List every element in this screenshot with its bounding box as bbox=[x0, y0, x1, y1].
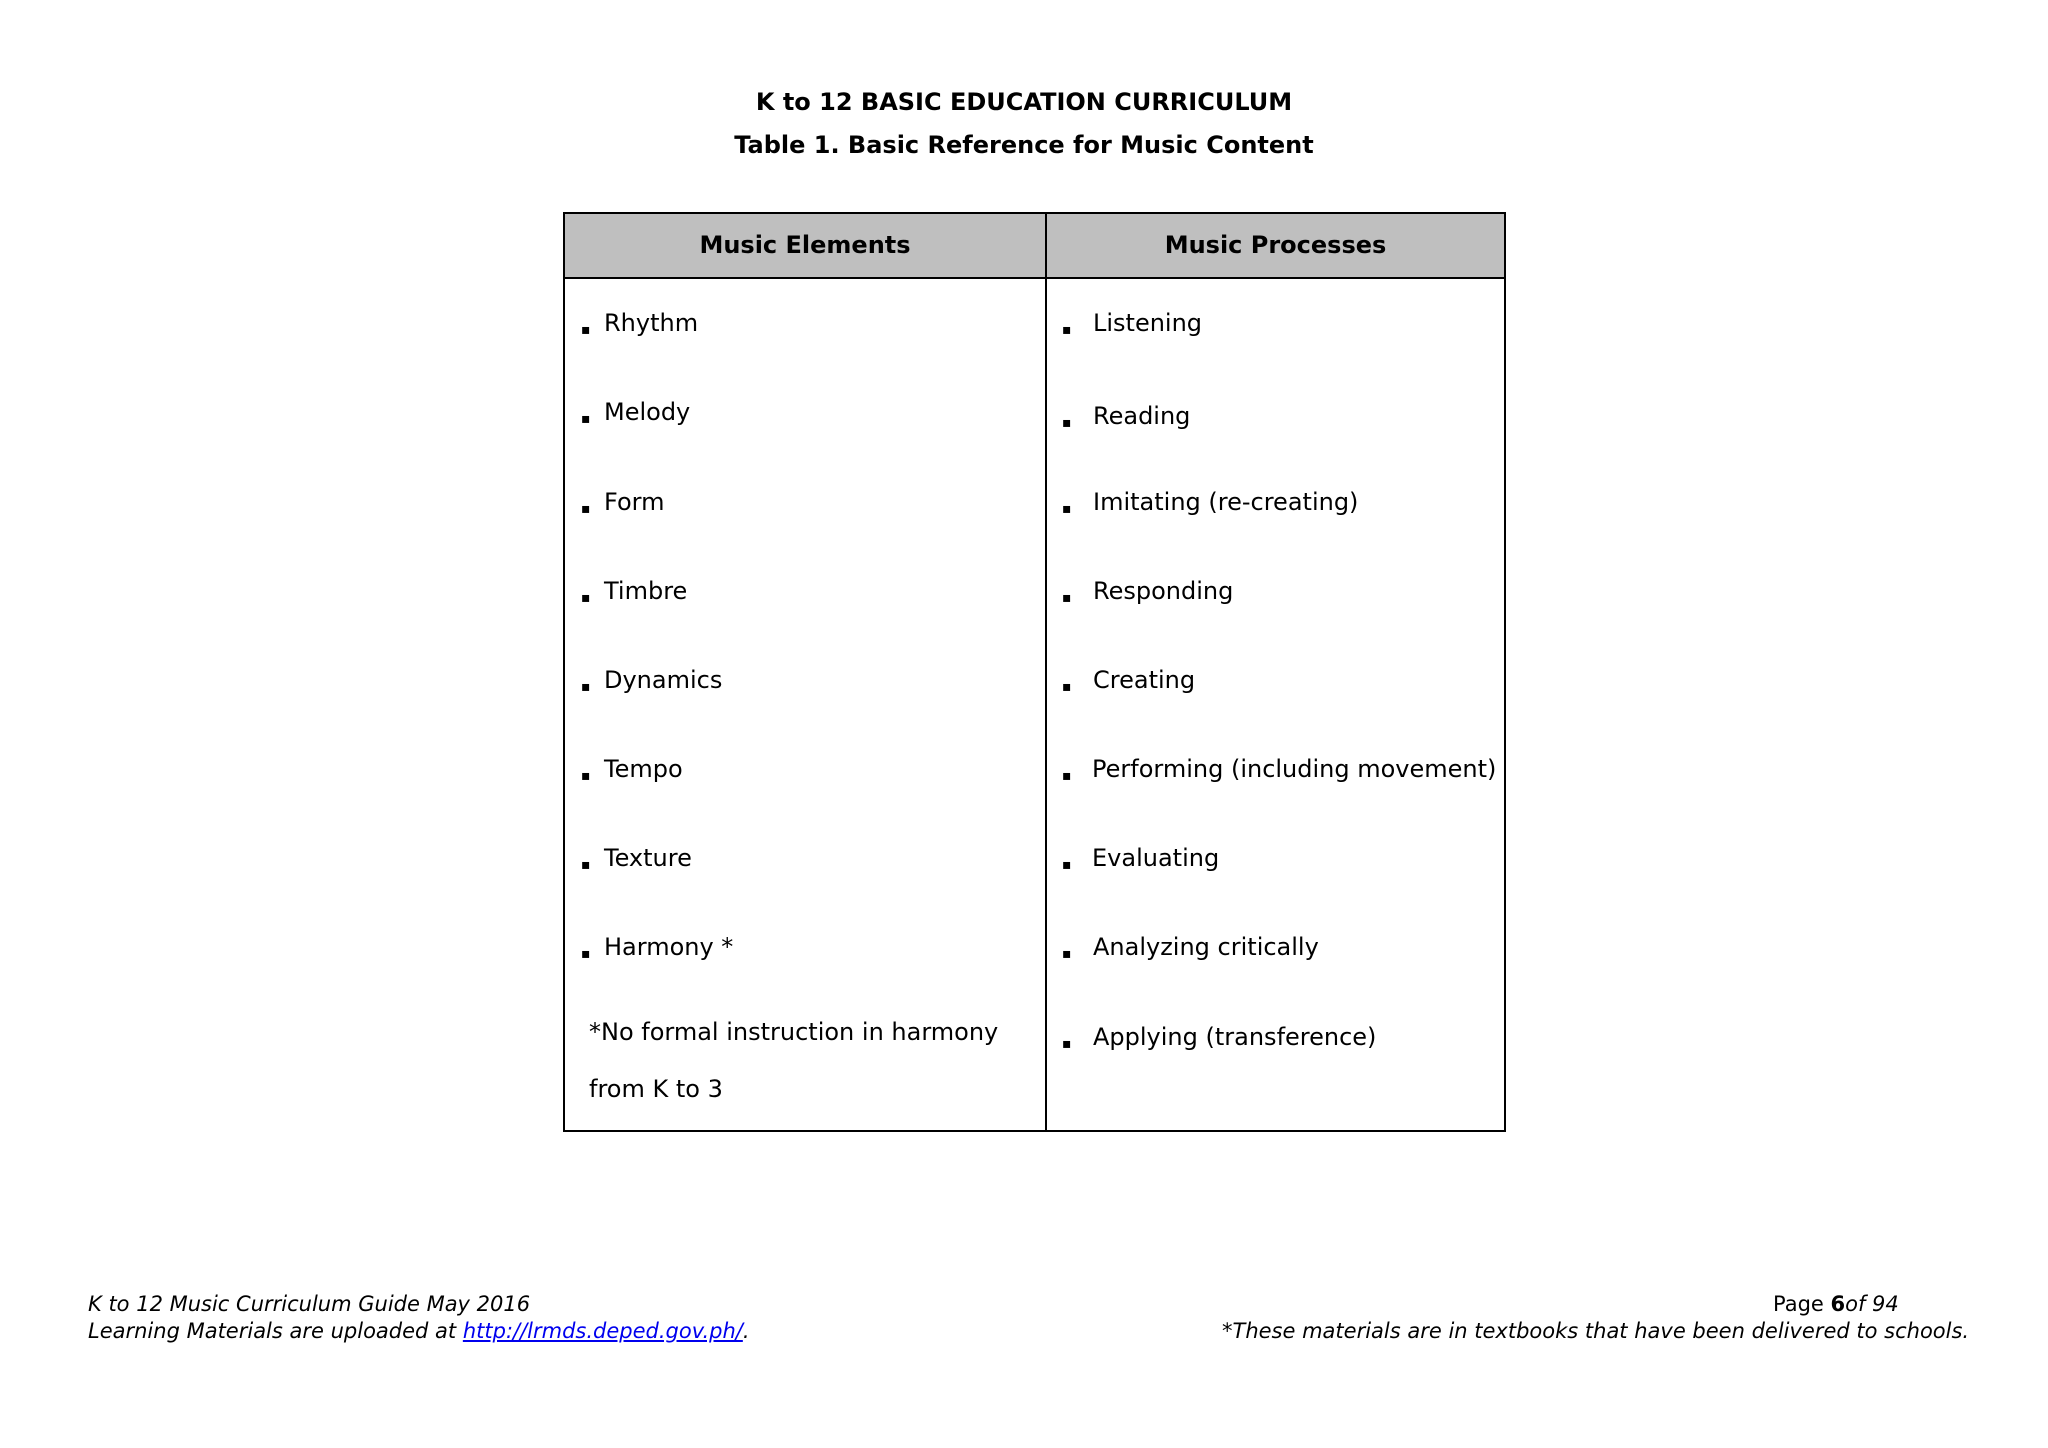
list-item-process: Creating bbox=[1093, 666, 1196, 694]
list-item-process: Applying (transference) bbox=[1093, 1023, 1377, 1051]
bullet-icon: ▪ bbox=[581, 679, 591, 695]
bullet-icon: ▪ bbox=[1062, 415, 1072, 431]
current-page-number: 6 bbox=[1830, 1292, 1846, 1316]
list-item-process: Imitating (re-creating) bbox=[1093, 488, 1359, 516]
list-item-process: Performing (including movement) bbox=[1092, 755, 1497, 783]
column-header-music-processes: Music Processes bbox=[1164, 231, 1387, 259]
bullet-icon: ▪ bbox=[1062, 857, 1072, 873]
page-title: K to 12 BASIC EDUCATION CURRICULUM bbox=[755, 88, 1293, 116]
list-item-element: Texture bbox=[604, 844, 692, 872]
list-item-process: Reading bbox=[1093, 402, 1191, 430]
bullet-icon: ▪ bbox=[1062, 946, 1072, 962]
column-divider bbox=[1045, 214, 1047, 1130]
bullet-icon: ▪ bbox=[581, 857, 591, 873]
bullet-icon: ▪ bbox=[1062, 679, 1072, 695]
list-item-element: Timbre bbox=[604, 577, 688, 605]
harmony-footnote: from K to 3 bbox=[589, 1075, 723, 1103]
bullet-icon: ▪ bbox=[1062, 1036, 1072, 1052]
bullet-icon: ▪ bbox=[581, 322, 591, 338]
table-caption: Table 1. Basic Reference for Music Content bbox=[734, 131, 1314, 159]
bullet-icon: ▪ bbox=[581, 501, 591, 517]
footer-upload-prefix: Learning Materials are uploaded at bbox=[88, 1319, 463, 1343]
bullet-icon: ▪ bbox=[1062, 501, 1072, 517]
page-total: of 94 bbox=[1845, 1292, 1899, 1316]
footer-upload-note bbox=[88, 1319, 750, 1343]
list-item-element: Dynamics bbox=[604, 666, 723, 694]
list-item-process: Evaluating bbox=[1092, 844, 1220, 872]
lrmds-link[interactable]: http://lrmds.deped.gov.ph/ bbox=[462, 1319, 743, 1343]
list-item-process: Responding bbox=[1093, 577, 1234, 605]
list-item-process: Analyzing critically bbox=[1093, 933, 1319, 961]
column-header-music-elements: Music Elements bbox=[699, 231, 911, 259]
bullet-icon: ▪ bbox=[1062, 768, 1072, 784]
footer-guide-title: K to 12 Music Curriculum Guide May 2016 bbox=[88, 1292, 531, 1316]
footer-textbook-note: *These materials are in textbooks that have been delivered to schools. bbox=[1222, 1319, 1970, 1343]
bullet-icon: ▪ bbox=[1062, 590, 1072, 606]
bullet-icon: ▪ bbox=[581, 946, 591, 962]
list-item-element: Tempo bbox=[604, 755, 683, 783]
list-item-element: Form bbox=[604, 488, 665, 516]
page-number bbox=[1773, 1292, 1899, 1316]
harmony-footnote: *No formal instruction in harmony bbox=[589, 1018, 999, 1046]
list-item-process: Listening bbox=[1093, 309, 1203, 337]
list-item-element: Harmony * bbox=[604, 933, 734, 961]
bullet-icon: ▪ bbox=[581, 590, 591, 606]
bullet-icon: ▪ bbox=[581, 411, 591, 427]
table-header-row bbox=[565, 214, 1504, 279]
page-prefix: Page bbox=[1773, 1292, 1831, 1316]
bullet-icon: ▪ bbox=[581, 768, 591, 784]
bullet-icon: ▪ bbox=[1062, 322, 1072, 338]
music-reference-table bbox=[563, 212, 1506, 1132]
list-item-element: Melody bbox=[604, 398, 691, 426]
list-item-element: Rhythm bbox=[604, 309, 699, 337]
footer-upload-suffix: . bbox=[742, 1319, 750, 1343]
